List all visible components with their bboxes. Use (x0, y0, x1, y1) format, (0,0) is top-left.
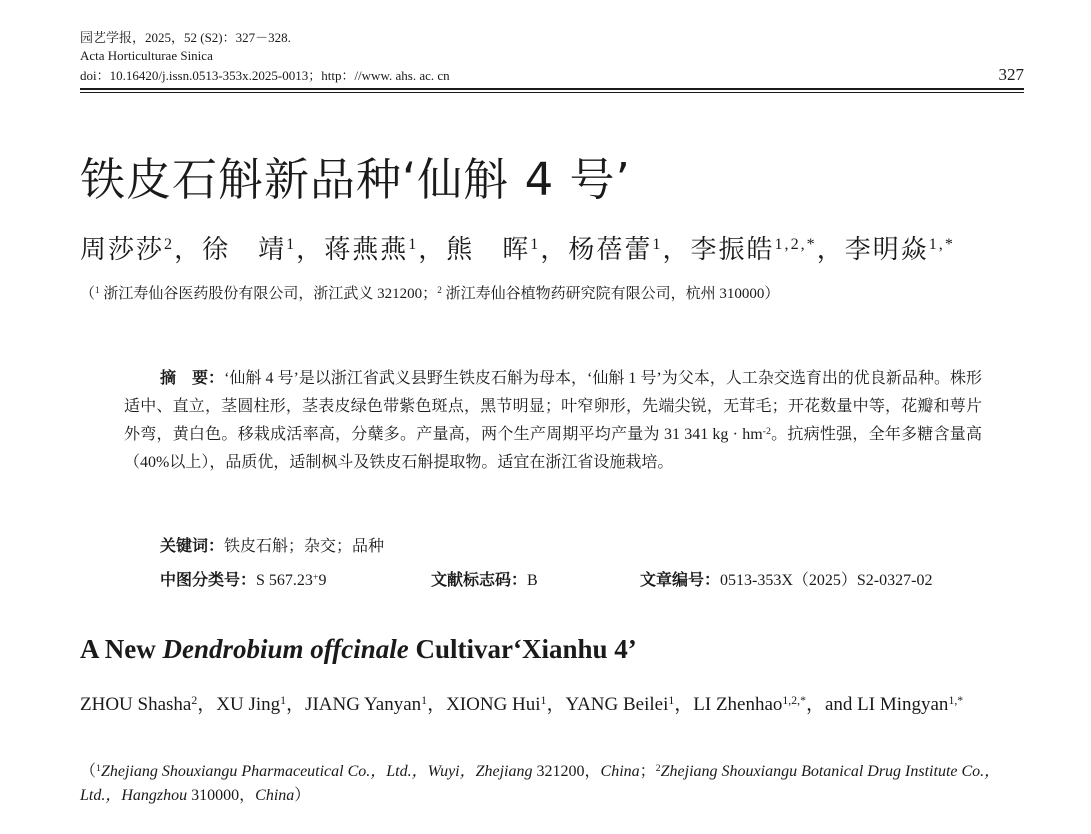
clc-number: 中图分类号：S 567.23+9 (160, 570, 327, 589)
author-list-cn (80, 232, 955, 268)
author-en: XIONG Hui$^1$， (446, 693, 566, 715)
author-cn: 蒋燕燕$^1$， (324, 235, 447, 264)
author-en: XU Jing$^1$， (216, 693, 306, 715)
author-en: JIANG Yanyan$^1$， (305, 693, 447, 715)
abstract-cn: 摘 要：‘仙斛 4 号’是以浙江省武义县野生铁皮石斛为母本，‘仙斛 1 号’为父本，人工杂交选育出的优良新品种。株形适中、直立，茎圆柱形，茎表皮绿色带紫色斑点，黑节明显；叶窄卵形，先端尖锐，无茸毛；开花数量中等，花瓣和萼片外弯，黄白色。移栽成活率高，分蘖多。产量高，两个生产周期平均产量为 31 341 kg · $hm^{-2}$。抗病性强，全年多糖含量高（40%以上），品质优，适制枫斗及铁皮石斛提取物。适宜在浙江省设施栽培。 (124, 368, 982, 471)
header-rule-bottom (80, 92, 1024, 93)
affiliations-en: （$^1$Zhejiang Shouxiangu Pharmaceutical Co.，Ltd.，Wuyi，Zhejiang 321200，China；$^2$Zhejiang Shouxiangu Botanical Drug Institute Co.，Ltd.，Hangzhou 310000，China） (80, 762, 1001, 804)
author-en: YANG Beilei$^1$， (565, 693, 694, 715)
author-cn: 周莎莎$^2$， (80, 235, 203, 264)
author-en: LI Mingyan$^{1,*}$ (857, 693, 964, 715)
journal-citation-cn: 园艺学报，2025，52 (S2)：327－328. (80, 30, 291, 45)
author-cn: 李振皓$^{1,2,*}$， (690, 235, 845, 264)
document-code: 文献标志码：B (431, 570, 538, 589)
article-title-cn: 铁皮石斛新品种‘仙斛 4 号’ (80, 153, 631, 206)
author-list-en (80, 690, 1024, 720)
author-cn: 李明焱$^{1,*}$ (844, 235, 955, 264)
author-en: LI Zhenhao$^{1,2,*}$，and (693, 693, 858, 715)
abstract-label: 摘 要： (160, 368, 225, 387)
affiliations-cn: （$^1$ 浙江寿仙谷医药股份有限公司，浙江武义 321200；$^2$ 浙江寿仙谷植物药研究院有限公司，杭州 310000） (80, 285, 780, 302)
abstract-text: ‘仙斛 4 号’是以浙江省武义县野生铁皮石斛为母本，‘仙斛 1 号’为父本，人工杂交选育出的优良新品种。株形适中、直立，茎圆柱形，茎表皮绿色带紫色斑点，黑节明显；叶窄卵形，先端尖锐，无茸毛；开花数量中等，花瓣和萼片外弯，黄白色。移栽成活率高，分蘖多。产量高，两个生产周期平均产量为 31 341 kg · hm (124, 370, 982, 443)
keywords: 关键词：铁皮石斛；杂交；品种 (160, 536, 385, 555)
author-en: ZHOU Shasha$^2$， (80, 693, 217, 715)
author-cn: 熊 晖$^1$， (446, 235, 569, 264)
author-cn: 杨蓓蕾$^1$， (568, 235, 691, 264)
journal-name-en: Acta Horticulturae Sinica (80, 48, 213, 63)
doi-line: doi：10.16420/j.issn.0513-353x.2025-0013；http：//www. ahs. ac. cn (80, 68, 450, 83)
article-title-en: A New Dendrobium offcinale Cultivar‘Xianhu 4’ (80, 634, 637, 664)
page-number: 327 (998, 65, 1024, 84)
header-rule-top (80, 88, 1024, 90)
author-cn: 徐 靖$^1$， (202, 235, 325, 264)
article-id: 文章编号：0513-353X（2025）S2-0327-02 (640, 570, 933, 589)
